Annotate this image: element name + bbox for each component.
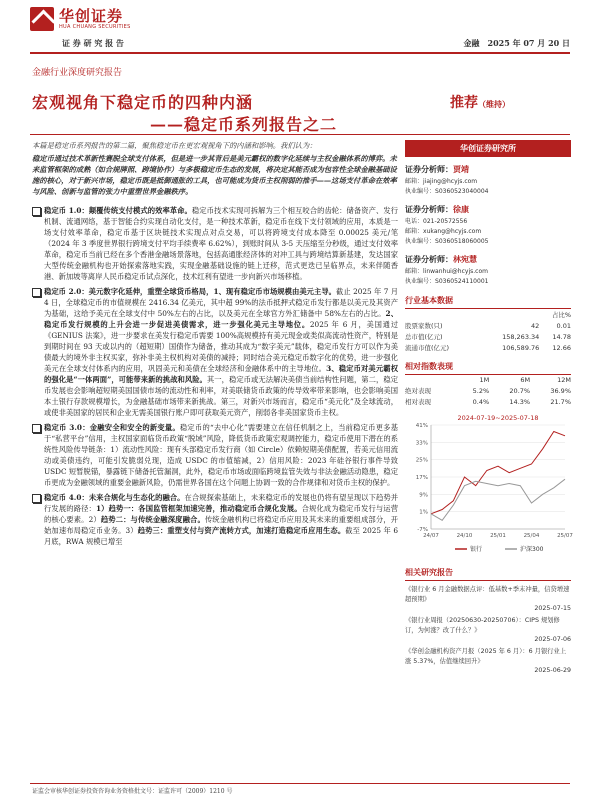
analyst-2-cert-label: 执业编号： — [405, 238, 436, 245]
perf-value: 36.9% — [550, 386, 571, 395]
analyst-1-email-label: 邮箱： — [405, 178, 424, 185]
bullet-3 — [32, 422, 398, 488]
header-industry-date: 金融 2025 年 07 月 20 日 — [463, 38, 570, 48]
bullet-4 — [32, 492, 398, 547]
footer-text: 证监会审核华创证券投资咨询业务资格批文号：证监许可（2009）1210 号 — [32, 788, 233, 795]
related-title: 相关研究报告 — [405, 567, 571, 581]
table-row — [405, 396, 571, 407]
relative-perf-chart — [405, 411, 571, 561]
bullet-3-head: 稳定币 3.0：金融安全和安全的新变量。 — [44, 423, 180, 432]
analyst-1-email[interactable]: jiajing@hcyjs.com — [423, 178, 478, 185]
analyst-2-cert: S0360518060005 — [435, 238, 489, 245]
bullet-2-body3: 其一，稳定币或无法解决美债当前结构性问题，第二，稳定币发展也会影响超短期美国国债市场的流动性和利率，对美联储货币政策的传导效率带来影响，也会影响美国本土银行存款规模增长，为金融基础市场带来新挑战。第三，对新兴市场而言，稳定币“美元化”及全球流动，或使非美国家的居民和企业无需美国银行账户即可获取美元资产，削弱各非美国家货币主权。 — [44, 375, 398, 417]
analyst-2-email[interactable]: xukang@hcyjs.com — [423, 228, 482, 235]
y-tick-label: 1% — [419, 509, 428, 516]
analyst-1-name: 贾靖 — [453, 165, 469, 174]
table-row — [405, 320, 571, 331]
perf-head-cell: 1M — [479, 376, 490, 384]
x-tick-label: 25/04 — [523, 533, 540, 539]
bullet-1 — [32, 205, 398, 282]
series-line-bank — [431, 432, 565, 514]
basic-value: 42 — [531, 321, 540, 330]
bullet-4-body2: 合规化成为稳定币发行与运营的核心要素。2） — [44, 504, 399, 524]
main-text — [32, 140, 398, 551]
institute-bar: 华创证券研究所 — [405, 140, 571, 157]
related-date: 2025-07-15 — [534, 605, 571, 612]
header-rule — [30, 52, 570, 54]
logo-en: HUA CHUANG SECURITIES — [59, 24, 131, 30]
table-header — [405, 375, 571, 385]
table-row — [405, 385, 571, 396]
related-item[interactable]: 《银行业 6 月金融数据点评：低基数+季末冲量，信贷增速超预期》 — [405, 586, 570, 603]
analyst-3-line — [405, 253, 571, 267]
y-tick-label: 41% — [415, 423, 428, 429]
perf-head-cell: 6M — [520, 376, 531, 384]
bullet-2-em3: 3、稳定币对美元霸权的强化是“一体两面”，可能带来新的挑战和风险。 — [44, 364, 399, 384]
bullet-4-em1: 1）趋势一：各国监管框架加速完善，推动稳定币合规化发展。 — [95, 504, 302, 513]
basic-value: 106,589.76 — [502, 343, 540, 352]
y-tick-label: 25% — [415, 457, 428, 464]
intro-text: 本篇是稳定币系列报告的第二篇，聚焦稳定币在更宏观视角下的内涵和影响。我们认为： — [32, 141, 317, 150]
bullet-2 — [32, 286, 398, 418]
rating-badge — [450, 92, 510, 112]
analyst-2-phone-row — [405, 217, 571, 227]
company-logo — [30, 4, 150, 34]
bullet-1-body: 稳定币技术实现可拆解为三个相互咬合的齿轮：储备资产、发行机制、流通网络，基于智能合约实现自动化支付，是一种技术革新，稳定币在线下支付领域的应用，本质是一场支付效率革命，稳定币基于区块链技术实现点对点交易，可以将跨境支付成本降至 0.00025 美元/笔（2024 年 3 季度世界银行跨境支付平均手续费率 6.62%），到账时间从 3-5 天压缩至分秒级，通过支付效率革命，稳定币当前已经在多个香港金融场景落地，包括高通胀经济体的对冲工具与跨境结算新基建，发达国家大型传统金融机构也开始探索落地实践，实现金融基础设施的链上迁移，范式更迭已呈临界点，未来伴随香港、新加坡等离岸人民币稳定币试点深化，技术红利有望进一步向新兴市场移植。 — [44, 206, 399, 281]
analyst-2-email-row — [405, 227, 571, 237]
y-tick-label: 33% — [415, 440, 428, 447]
title-rule — [30, 134, 570, 135]
perf-table — [405, 375, 571, 407]
bullet-2-body: 截止 2025 年 7 月 4 日，全球稳定币的市值规模在 2416.34 亿美元，其中超 99%的法币抵押式稳定币发行都是以美元及其资产为基础，这给予美元在全球支付中 50%左右的占比，以及美元在全球官方外汇储备中 58%左右的占比。 — [44, 287, 399, 318]
basic-label: 流通市值(亿元) — [405, 344, 450, 352]
basic-data-table — [405, 309, 571, 353]
bullet-2-head: 稳定币 2.0：美元数字化延伸，重塑全球货币格局， — [44, 287, 214, 296]
analyst-1-email-row — [405, 177, 571, 187]
basic-pct-header: 占比% — [551, 311, 571, 319]
x-tick-label: 24/07 — [423, 533, 439, 539]
analyst-1-cert-label: 执业编号： — [405, 188, 436, 195]
analyst-2-role: 证券分析师： — [405, 205, 453, 214]
related-item[interactable]: 《银行业周报（20250630-20250706）：CIPS 规划修订，为何涨？改了什么？》 — [405, 617, 560, 634]
bullet-4-body3: 传统金融机构已将稳定币应用及其未来的重要组成部分，开始加速布局稳定币业务。3） — [44, 515, 398, 535]
table-row — [405, 342, 571, 353]
analyst-2-line — [405, 203, 571, 217]
legend-label: 银行 — [470, 546, 483, 553]
analyst-3-email[interactable]: linwanhui@hcyjs.com — [423, 268, 488, 275]
logo-cn: 华创证券 — [59, 7, 124, 25]
analyst-3-role: 证券分析师： — [405, 255, 453, 264]
bullet-1-head: 稳定币 1.0：颠覆传统支付模式的效率革命。 — [44, 206, 192, 215]
related-item[interactable]: 《华创金融机构资产月报（2025 年 6 月）：6 月银行业上涨 5.37%，估值继续回升》 — [405, 648, 567, 665]
analyst-2-cert-row — [405, 237, 571, 247]
bullet-2-body2: 2025 年 6 月，美国通过《GENIUS 法案》，进一步要求在美发行稳定币需要 100%高规模持有美元现金或类似高流动性资产，特别是到期时间在 93 天或以内的（超短期）国债作为储备，推动其成为“数字美元”载体，稳定币发行方可以作为美债最大的境外非主权买家，弥补非美主权机构对美债的减持；同时结合美元稳定币数字化的优势，进一步强化美元在全球支付体系内的应用，巩固美元和美债在全球经济和金融体系中的主导地位。 — [44, 320, 399, 373]
perf-value: 14.3% — [509, 397, 531, 406]
legend-label: 沪深300 — [520, 546, 544, 553]
bullet-4-em2: 趋势二：与传统金融深度融合。 — [100, 515, 205, 524]
perf-value: 5.2% — [472, 386, 490, 395]
bullet-2-em1: 1、现有稳定币市场规模由美元主导。 — [213, 287, 337, 296]
analyst-3-name: 林宛慧 — [453, 255, 477, 264]
basic-label: 股票家数(只) — [405, 322, 443, 330]
bullet-4-head: 稳定币 4.0：未来合规化与生态化的融合。 — [44, 493, 185, 502]
analyst-1-role: 证券分析师： — [405, 165, 453, 174]
analyst-3-cert: S0360524110001 — [435, 278, 489, 285]
chart-title: 2024-07-19~2025-07-18 — [457, 414, 539, 422]
bullet-2-em2: 2、稳定币发行规模的上升会进一步促进美债需求，进一步强化美元主导地位。 — [44, 309, 399, 329]
analyst-2 — [405, 203, 571, 247]
table-row — [405, 331, 571, 342]
analyst-2-email-label: 邮箱： — [405, 228, 424, 235]
sidebar — [405, 140, 571, 674]
basic-pct: 0.01 — [556, 321, 571, 330]
y-tick-label: 17% — [415, 475, 428, 481]
perf-head-cell: 12M — [557, 376, 571, 384]
header-subtitle: 证 券 研 究 报 告 — [62, 38, 124, 48]
y-tick-label: 9% — [419, 492, 428, 499]
perf-value: 20.7% — [509, 386, 531, 395]
basic-data-title: 行业基本数据 — [405, 295, 571, 309]
bullet-4-body4: 截至 2025 年 6 月底，RWA 规模已增至 — [44, 526, 398, 546]
chart-svg — [405, 411, 571, 561]
perf-value: 21.7% — [550, 397, 571, 406]
perf-label: 绝对表现 — [405, 387, 431, 395]
analyst-3-email-row — [405, 267, 571, 277]
x-tick-label: 25/01 — [490, 533, 506, 539]
basic-value: 158,263.34 — [502, 332, 540, 341]
analyst-3 — [405, 253, 571, 287]
bullet-4-em3: 趋势三：重塑支付与资产流转方式，加速打造稳定币应用生态。 — [137, 526, 346, 535]
report-type: 金融行业深度研究报告 — [32, 68, 123, 78]
analyst-1 — [405, 163, 571, 197]
analyst-1-cert: S0360523040004 — [435, 188, 489, 195]
perf-value: 0.4% — [472, 397, 490, 406]
basic-pct: 14.78 — [552, 332, 571, 341]
perf-label: 相对表现 — [405, 398, 431, 406]
perf-head-cell — [405, 375, 456, 385]
bullet-4-body: 在合规探索基础上，未来稳定币的发展也仍将有望呈现以下趋势并行发展的路径： — [44, 493, 399, 513]
y-tick-label: -7% — [417, 527, 428, 533]
basic-label: 总市值(亿元) — [405, 333, 443, 341]
basic-pct: 12.66 — [552, 343, 571, 352]
analyst-3-email-label: 邮箱： — [405, 268, 424, 275]
analyst-3-cert-label: 执业编号： — [405, 278, 436, 285]
analyst-2-phone-label: 电话： — [405, 218, 424, 225]
logo-mark-icon — [30, 7, 54, 31]
analyst-2-name: 徐康 — [453, 205, 469, 214]
summary-text: 稳定币通过技术革新性赛脱全球支付体系，但是进一步其背后是美元霸权的数字化延续与主权金融体系的博弈。未来监管框架的成熟（如合规牌照、跨境协作）与多极稳定币生态的发展，将决定其能否成为包容性全球金融基础设施的核心，对于新兴市场，稳定币既是抵御通胀的工具，也可能成为货币主权削弱的推手——这场支付革命在效率与风险、创新与监管的张力中重塑世界金融秩序。 — [32, 154, 397, 196]
analyst-3-cert-row — [405, 277, 571, 287]
perf-title: 相对指数表现 — [405, 361, 571, 375]
report-subtitle: ——稳定币系列报告之二 — [150, 115, 338, 134]
series-line-hs300 — [431, 479, 565, 520]
analyst-2-phone: 021-20572556 — [423, 218, 468, 225]
rating-value: 推荐 — [450, 95, 478, 111]
analyst-1-line — [405, 163, 571, 177]
related-date: 2025-06-29 — [534, 667, 571, 674]
rating-note: （维持） — [478, 99, 510, 109]
report-title: 宏观视角下稳定币的四种内涵 — [32, 93, 254, 112]
analyst-1-cert-row — [405, 187, 571, 197]
x-tick-label: 24/10 — [456, 533, 473, 539]
x-tick-label: 25/07 — [557, 533, 573, 539]
bullet-3-body: 稳定币的“去中心化”需要建立在信任机制之上，当前稳定币更多基于“私营平台”信用，主权国家面临货币政策“脱域”风险，降低货币政策宏观调控能力，稳定币使用下潜在的系统性风险传导链条：1）流动性风险：现有头部稳定币发行商（如 Circle）依赖短期美债配置，若美元信用流动或美债违约，可能引发脆弱兑现，造成 USDC 的市值缩减，2）信用风险：2023 年硅谷银行事件导致 USDC 短暂脱锚，暴露链下储备托管漏洞，此外，稳定币市场或面临跨境监管失效与非法金融活动隐患，稳定币更成为金融领域的重要金融新风险，仍需世界各国在这个问题上协调一致的合作规律和对货币主权的保护。 — [44, 423, 398, 487]
footer-rule — [30, 783, 570, 784]
related-date: 2025-07-06 — [534, 636, 571, 643]
